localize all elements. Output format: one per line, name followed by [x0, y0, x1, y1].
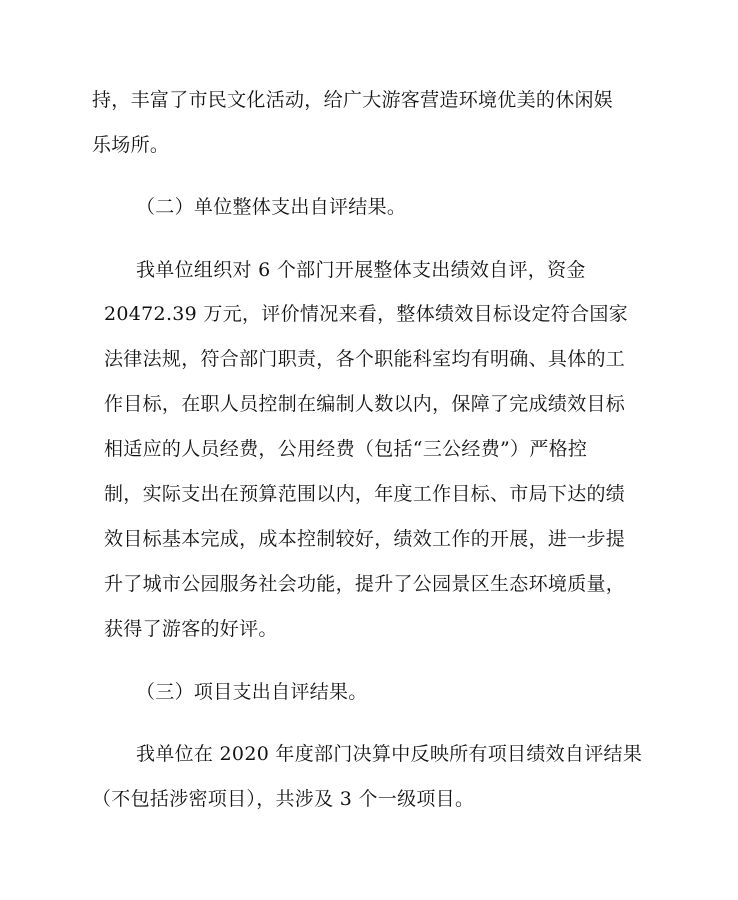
paragraph-line: 制，实际支出在预算范围以内，年度工作目标、市局下达的绩	[104, 483, 626, 505]
paragraph-line: 效目标基本完成，成本控制较好，绩效工作的开展，进一步提	[104, 528, 626, 550]
paragraph-line: 乐场所。	[92, 134, 170, 156]
paragraph-line: （不包括涉密项目），共涉及 3 个一级项目。	[92, 788, 475, 810]
paragraph-line: 获得了游客的好评。	[104, 618, 278, 640]
paragraph-line: 相适应的人员经费，公用经费（包括“三公经费”）严格控	[104, 438, 588, 460]
paragraph-line: 法律法规，符合部门职责，各个职能科室均有明确、具体的工	[104, 348, 626, 370]
section-heading: （二）单位整体支出自评结果。	[136, 196, 407, 218]
paragraph-line: 升了城市公园服务社会功能，提升了公园景区生态环境质量，	[104, 573, 626, 595]
paragraph-line: 我单位组织对 6 个部门开展整体支出绩效自评，资金	[136, 259, 586, 281]
paragraph-line: 20472.39 万元，评价情况来看，整体绩效目标设定符合国家	[104, 303, 628, 325]
paragraph-line: 作目标，在职人员控制在编制人数以内，保障了完成绩效目标	[104, 393, 626, 415]
paragraph-line: 我单位在 2020 年度部门决算中反映所有项目绩效自评结果	[136, 743, 643, 765]
section-heading: （三）项目支出自评结果。	[136, 681, 368, 703]
paragraph-line: 持，丰富了市民文化活动，给广大游客营造环境优美的休闲娱	[92, 89, 614, 111]
